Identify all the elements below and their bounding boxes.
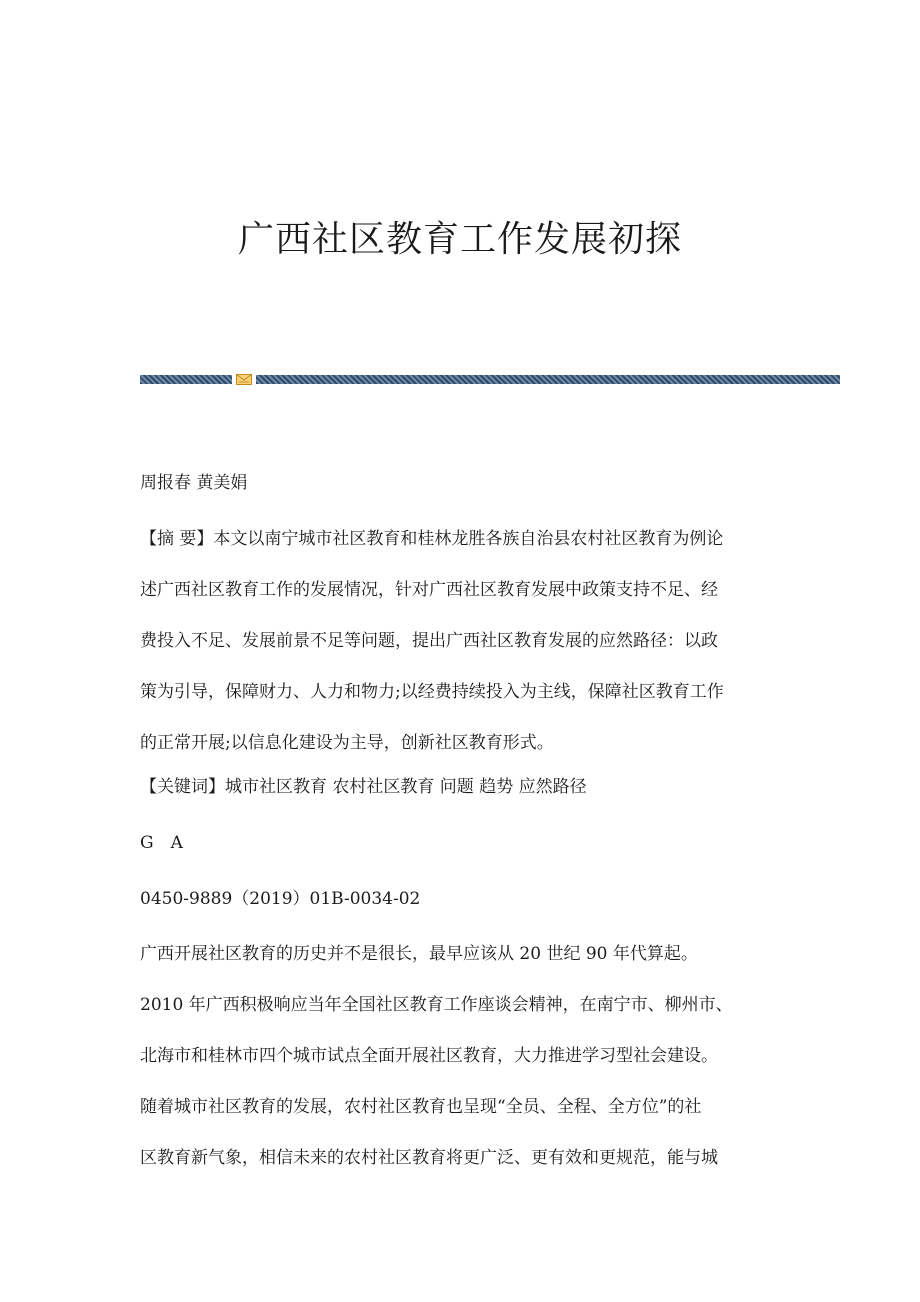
abstract-line: 费投入不足、发展前景不足等问题，提出广西社区教育发展的应然路径：以政 xyxy=(140,631,718,651)
keywords: 【关键词】城市社区教育 农村社区教育 问题 趋势 应然路径 xyxy=(140,777,587,797)
authors: 周报春 黄美娟 xyxy=(140,473,248,493)
body-line: 随着城市社区教育的发展，农村社区教育也呈现“全员、全程、全方位”的社 xyxy=(140,1097,702,1117)
divider-bar-left xyxy=(140,375,232,384)
body-text xyxy=(140,929,780,1184)
body-line: 北海市和桂林市四个城市试点全面开展社区教育，大力推进学习型社会建设。 xyxy=(140,1046,718,1066)
page-title: 广西社区教育工作发展初探 xyxy=(237,219,682,260)
abstract xyxy=(140,514,780,769)
article-id: 0450-9889（2019）01B-0034-02 xyxy=(140,889,421,909)
classification: G A xyxy=(140,833,183,853)
body-line: 区教育新气象，相信未来的农村社区教育将更广泛、更有效和更规范，能与城 xyxy=(140,1148,718,1168)
envelope-icon xyxy=(236,374,252,385)
body-line: 广西开展社区教育的历史并不是很长，最早应该从 20 世纪 90 年代算起。 xyxy=(140,944,698,964)
body-line: 2010 年广西积极响应当年全国社区教育工作座谈会精神，在南宁市、柳州市、 xyxy=(140,995,733,1015)
abstract-line: 述广西社区教育工作的发展情况，针对广西社区教育发展中政策支持不足、经 xyxy=(140,580,718,600)
divider-bar-right xyxy=(256,375,840,384)
title-divider xyxy=(140,375,840,385)
abstract-line: 【摘 要】本文以南宁城市社区教育和桂林龙胜各族自治县农村社区教育为例论 xyxy=(140,529,724,549)
abstract-line: 的正常开展;以信息化建设为主导，创新社区教育形式。 xyxy=(140,733,554,753)
abstract-line: 策为引导，保障财力、人力和物力;以经费持续投入为主线，保障社区教育工作 xyxy=(140,682,724,702)
